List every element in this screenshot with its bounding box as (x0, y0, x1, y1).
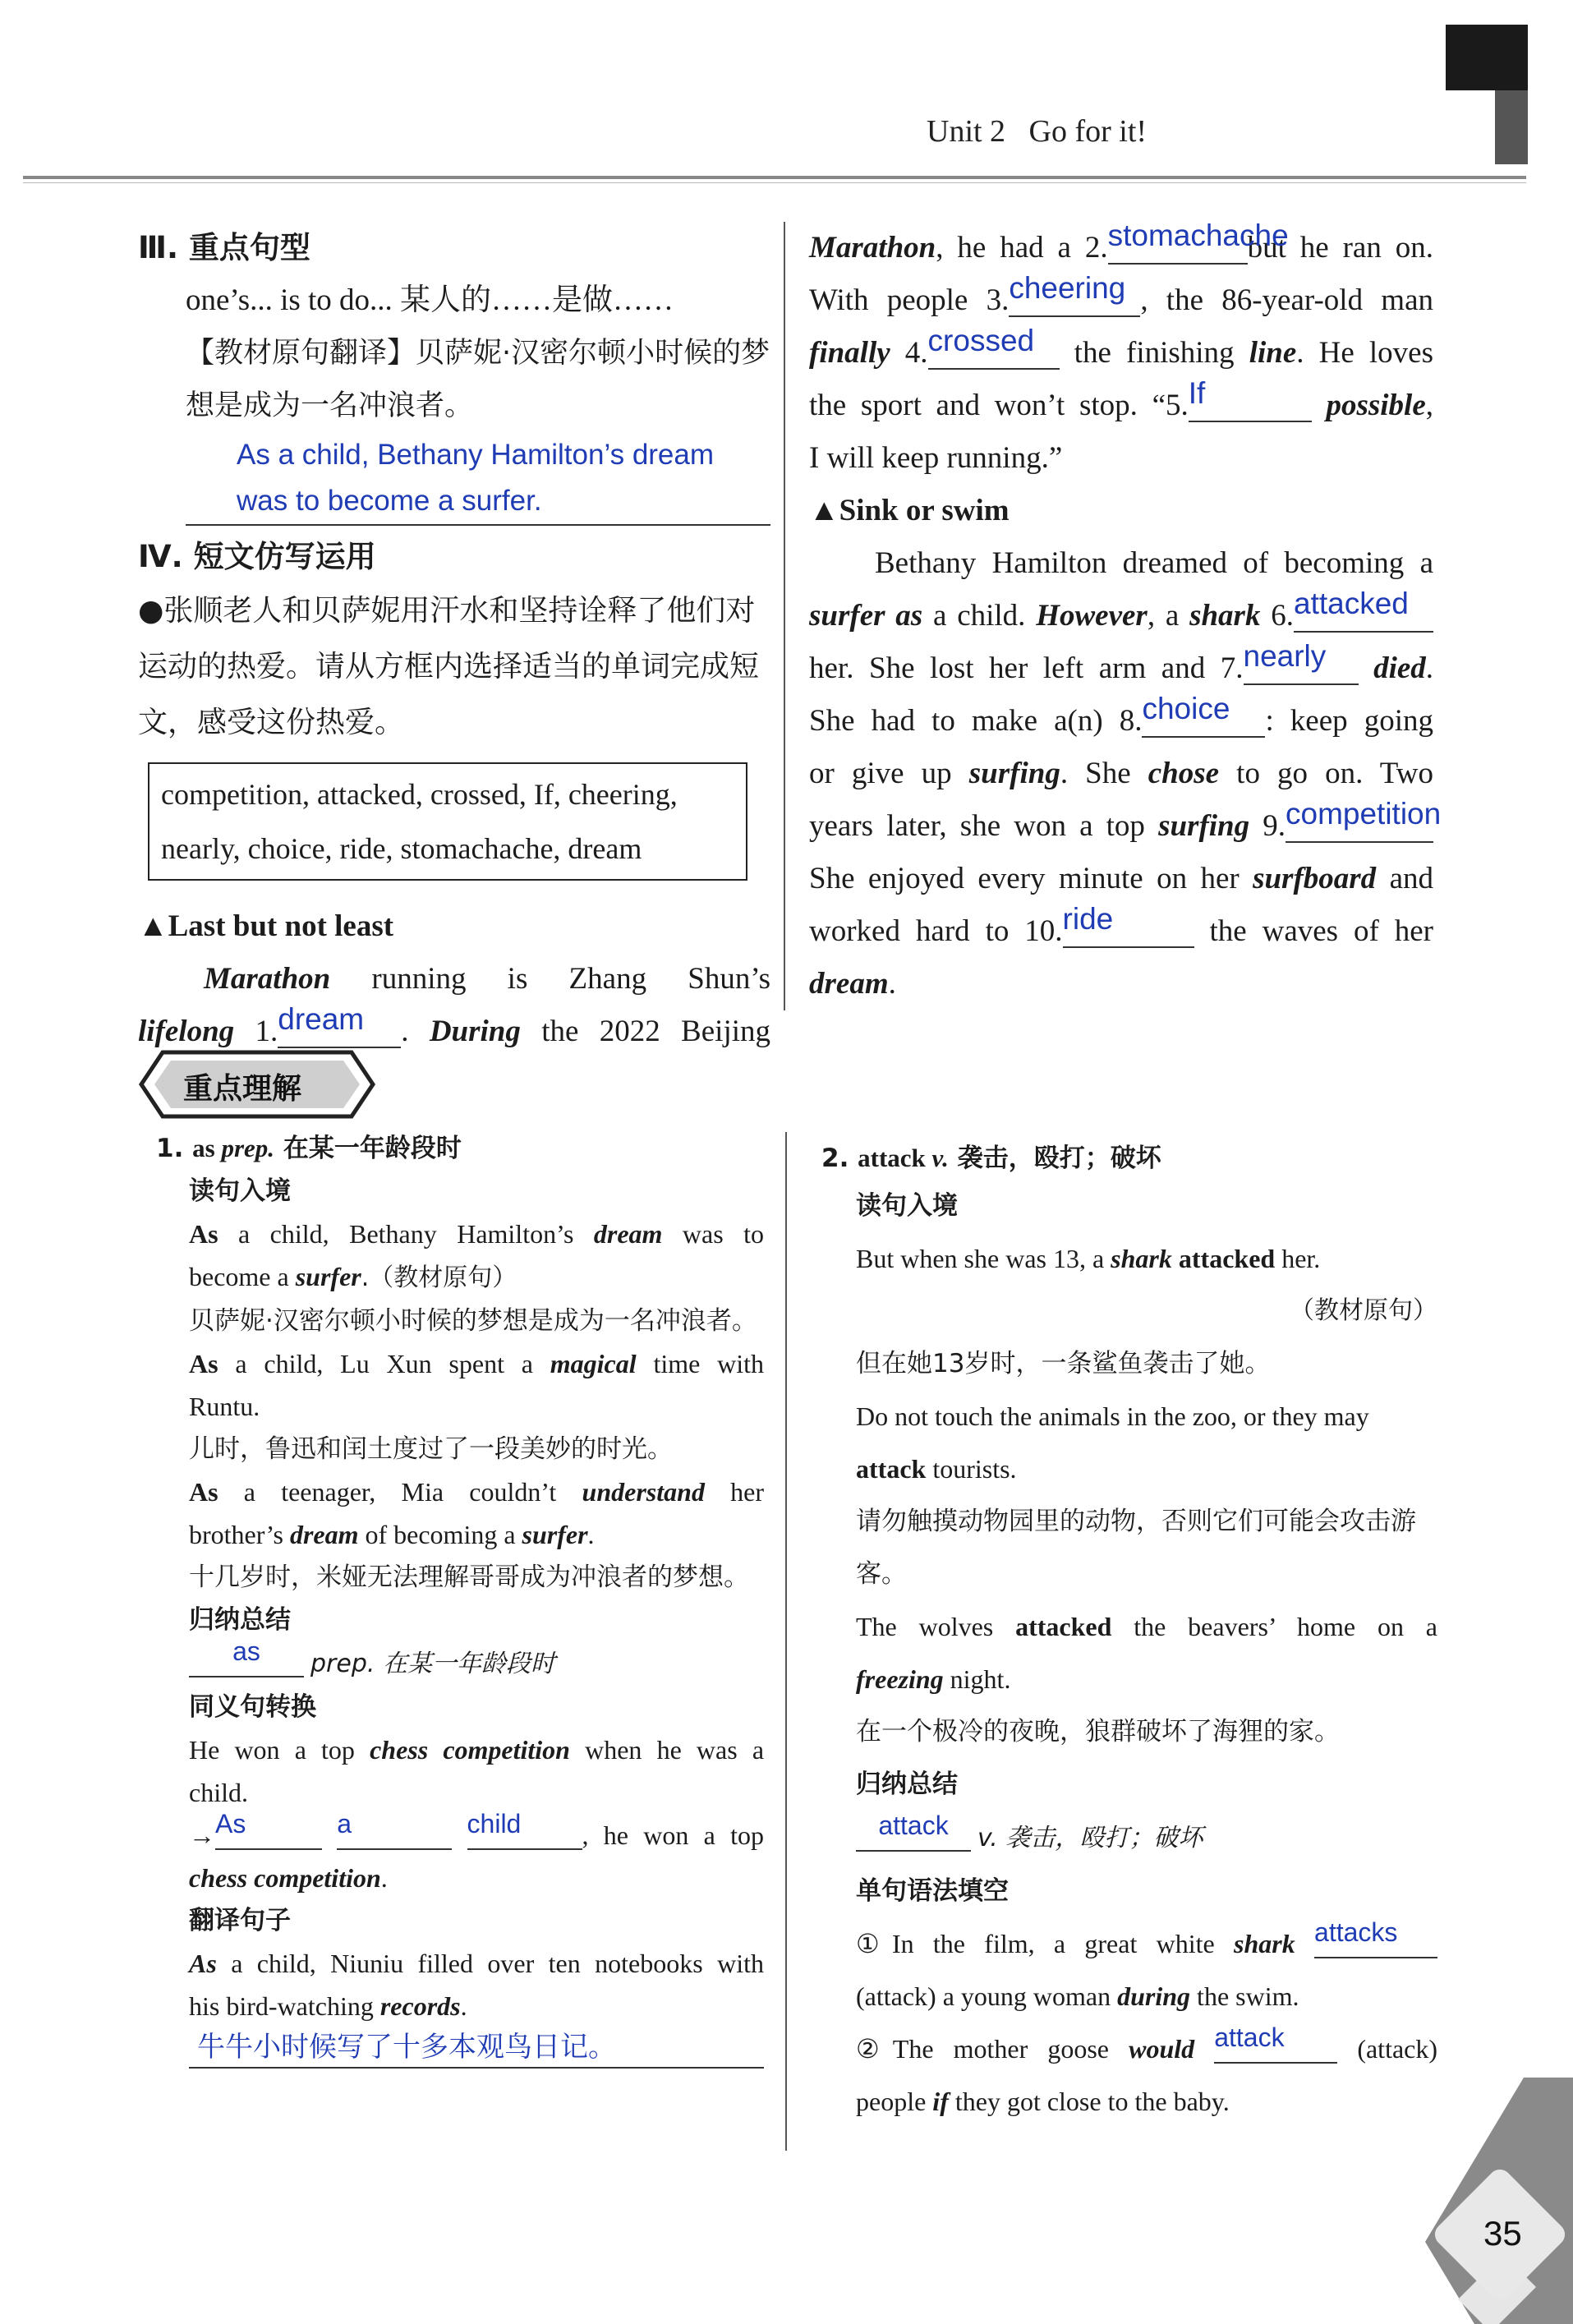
s-line6: years later, she won a top surfing 9.competition (809, 797, 1442, 843)
item1-syn-line1: He won a top chess competition when he was a (189, 1735, 765, 1765)
item1-e3: As a teenager, Mia couldn’t understand her (189, 1477, 765, 1507)
item1-read-label: 读句入境 (189, 1176, 291, 1206)
s-line9: dream. (809, 967, 896, 1001)
blank-7[interactable]: nearly (1244, 652, 1359, 685)
fill-blank-2[interactable]: attack (1214, 2036, 1337, 2064)
upper-left-column (138, 222, 770, 1058)
blank-4[interactable]: crossed (928, 337, 1060, 370)
item1-e3b: brother’s dream of becoming a surfer. (189, 1520, 595, 1549)
part1-paragraph-line2: lifelong 1.dream . During the 2022 Beijing (138, 1002, 770, 1048)
focus-badge-label: 重点理解 (183, 1072, 302, 1106)
lower-divider (785, 1132, 787, 2151)
item2-e2b: attack tourists. (856, 1454, 1017, 1484)
s-line2: surfer as a child. However, a shark 6.attacked (809, 590, 1433, 642)
item1-e2: As a child, Lu Xun spent a magical time with (189, 1349, 765, 1378)
item2-sum-blank[interactable]: attack (856, 1824, 971, 1852)
item1-tr-line1: As a child, Niuniu filled over ten notebooks with (189, 1949, 764, 1978)
item1-tr-label: 翻译句子 (189, 1906, 291, 1935)
blank-3[interactable]: cheering (1009, 284, 1140, 317)
item2-sum: attack v. 袭击，殴打；破坏 (856, 1811, 1437, 1865)
upper-right-column (809, 219, 1442, 1010)
s-line1: Bethany Hamilton dreamed of becoming a (875, 546, 1433, 580)
item1-syn-line4: chess competition. (189, 1863, 388, 1893)
r-line4: the sport and won’t stop. “5.If possible, (809, 376, 1433, 422)
item1-sum: as prep. 在某一年龄段时 (189, 1641, 764, 1686)
item2-e3: The wolves attacked the beavers’ home on a (856, 1612, 1438, 1641)
syn-blank-3[interactable]: child (467, 1822, 582, 1850)
blank-1[interactable]: dream (278, 1015, 401, 1048)
word-box: competition, attacked, crossed, If, cheering, nearly, choice, ride, stomachache, dream (148, 762, 747, 881)
item2-e3b: freezing night. (856, 1664, 1011, 1694)
syn-blank-2[interactable]: a (337, 1822, 452, 1850)
item1-tr-line2: his bird-watching records. (189, 1991, 467, 2021)
header-rule (23, 176, 1526, 179)
item2-e1-cn: 但在她13岁时，一条鲨鱼袭击了她。 (856, 1349, 1271, 1378)
r-line2: With people 3.cheering , the 86-year-old man (809, 271, 1433, 317)
r-line3: finally 4.crossed the finishing line. He loves (809, 324, 1433, 370)
focus-badge (138, 1047, 376, 1121)
blank-5[interactable]: If (1189, 389, 1312, 422)
item2-f2b: people if they got close to the baby. (856, 2087, 1230, 2116)
fill-blank-1[interactable]: attacks (1314, 1931, 1437, 1958)
section3-pattern: one’s... is to do... 某人的……是做…… (186, 283, 674, 317)
page-number: 35 (1483, 2214, 1522, 2253)
blank-8[interactable]: choice (1142, 705, 1265, 738)
corner-block (1446, 25, 1528, 90)
section4-instruction: ●张顺老人和贝萨妮用汗水和坚持诠释了他们对运动的热爱。请从方框内选择适当的单词完成短文，感受这份热爱。 (138, 594, 760, 739)
item2-f1b: (attack) a young woman during the swim. (856, 1981, 1299, 2011)
header-rule-thin (23, 182, 1526, 183)
focus-item-2 (821, 1137, 1437, 2128)
item2-f2: ②The mother goose would attack (attack) (856, 2023, 1438, 2064)
item2-e3-cn: 在一个极冷的夜晚，狼群破坏了海狸的家。 (856, 1717, 1340, 1746)
item2-fill-label: 单句语法填空 (856, 1876, 1009, 1906)
part1-paragraph: Marathon running is Zhang Shun’s (204, 962, 770, 996)
section4-heading: Ⅳ. 短文仿写运用 (138, 539, 376, 574)
item1-syn-line2: child. (189, 1778, 248, 1807)
blank-10[interactable]: ride (1063, 915, 1194, 948)
item1-e1b: become a surfer.（教材原句） (189, 1262, 517, 1292)
s-line8: worked hard to 10.ride the waves of her (809, 902, 1433, 948)
section3-instruction: 【教材原句翻译】贝萨妮·汉密尔顿小时候的梦想是成为一名冲浪者。 (186, 337, 770, 422)
s-line3: her. She lost her left arm and 7.nearly died. (809, 639, 1434, 685)
blank-2[interactable]: stomachache (1108, 232, 1248, 265)
blank-9[interactable]: competition (1286, 810, 1433, 843)
item1-sum-blank[interactable]: as (189, 1650, 304, 1677)
item1-e1: As a child, Bethany Hamilton’s dream was to (189, 1219, 765, 1249)
s-line7: She enjoyed every minute on her surfboard and (809, 862, 1433, 895)
item1-e3-cn: 十几岁时，米娅无法理解哥哥成为冲浪者的梦想。 (189, 1562, 749, 1592)
item1-syn-label: 同义句转换 (189, 1692, 316, 1722)
upper-divider (784, 222, 785, 1010)
item1-tr-answer-line (189, 2027, 764, 2069)
item1-syn-line3: →As a child , he won a top (189, 1809, 764, 1850)
item1-title: 1. as prep. 在某一年龄段时 (156, 1134, 462, 1163)
syn-blank-1[interactable]: As (215, 1822, 322, 1850)
item1-sum-label: 归纳总结 (189, 1605, 291, 1635)
r-line1: Marathon, he had a 2.stomachachebut he ran on. (809, 219, 1433, 265)
s-line4: She had to make a(n) 8.choice : keep going (809, 692, 1433, 738)
blank-6[interactable]: attacked (1294, 600, 1433, 633)
header-title: Unit 2 Go for it! (927, 114, 1148, 149)
item2-e1: But when she was 13, a shark attacked her. (856, 1244, 1321, 1273)
s-line5: or give up surfing. She chose to go on. Two (809, 757, 1433, 790)
part1-title: ▲Last but not least (138, 909, 394, 943)
item2-e1-src: （教材原句） (1290, 1296, 1437, 1325)
item1-e2b: Runtu. (189, 1392, 260, 1421)
item2-sum-label: 归纳总结 (856, 1769, 958, 1799)
item2-e2-cn: 请勿触摸动物园里的动物，否则它们可能会攻击游客。 (856, 1507, 1416, 1589)
item1-e2-cn: 儿时，鲁迅和闰土度过了一段美妙的时光。 (189, 1434, 673, 1464)
section3-answer-line (186, 432, 770, 526)
item2-title: 2. attack v. 袭击，殴打；破坏 (821, 1144, 1161, 1173)
item1-e1-cn: 贝萨妮·汉密尔顿小时候的梦想是成为一名冲浪者。 (189, 1306, 757, 1336)
item2-read-label: 读句入境 (856, 1191, 958, 1221)
item1-tr-answer: 牛牛小时候写了十多本观鸟日记。 (197, 2032, 616, 2063)
focus-item-1 (156, 1127, 764, 2069)
item2-f1: ①In the film, a great white shark attacks (856, 1917, 1437, 1970)
corner-block-gray (1495, 90, 1528, 164)
section3-heading: Ⅲ. 重点句型 (138, 230, 310, 265)
r-line5: I will keep running.” (809, 441, 1063, 475)
item2-e2: Do not touch the animals in the zoo, or they may (856, 1401, 1369, 1431)
section3-answer: As a child, Bethany Hamilton’s dream was to become a surfer. (237, 439, 715, 517)
part2-title: ▲Sink or swim (809, 494, 1010, 527)
